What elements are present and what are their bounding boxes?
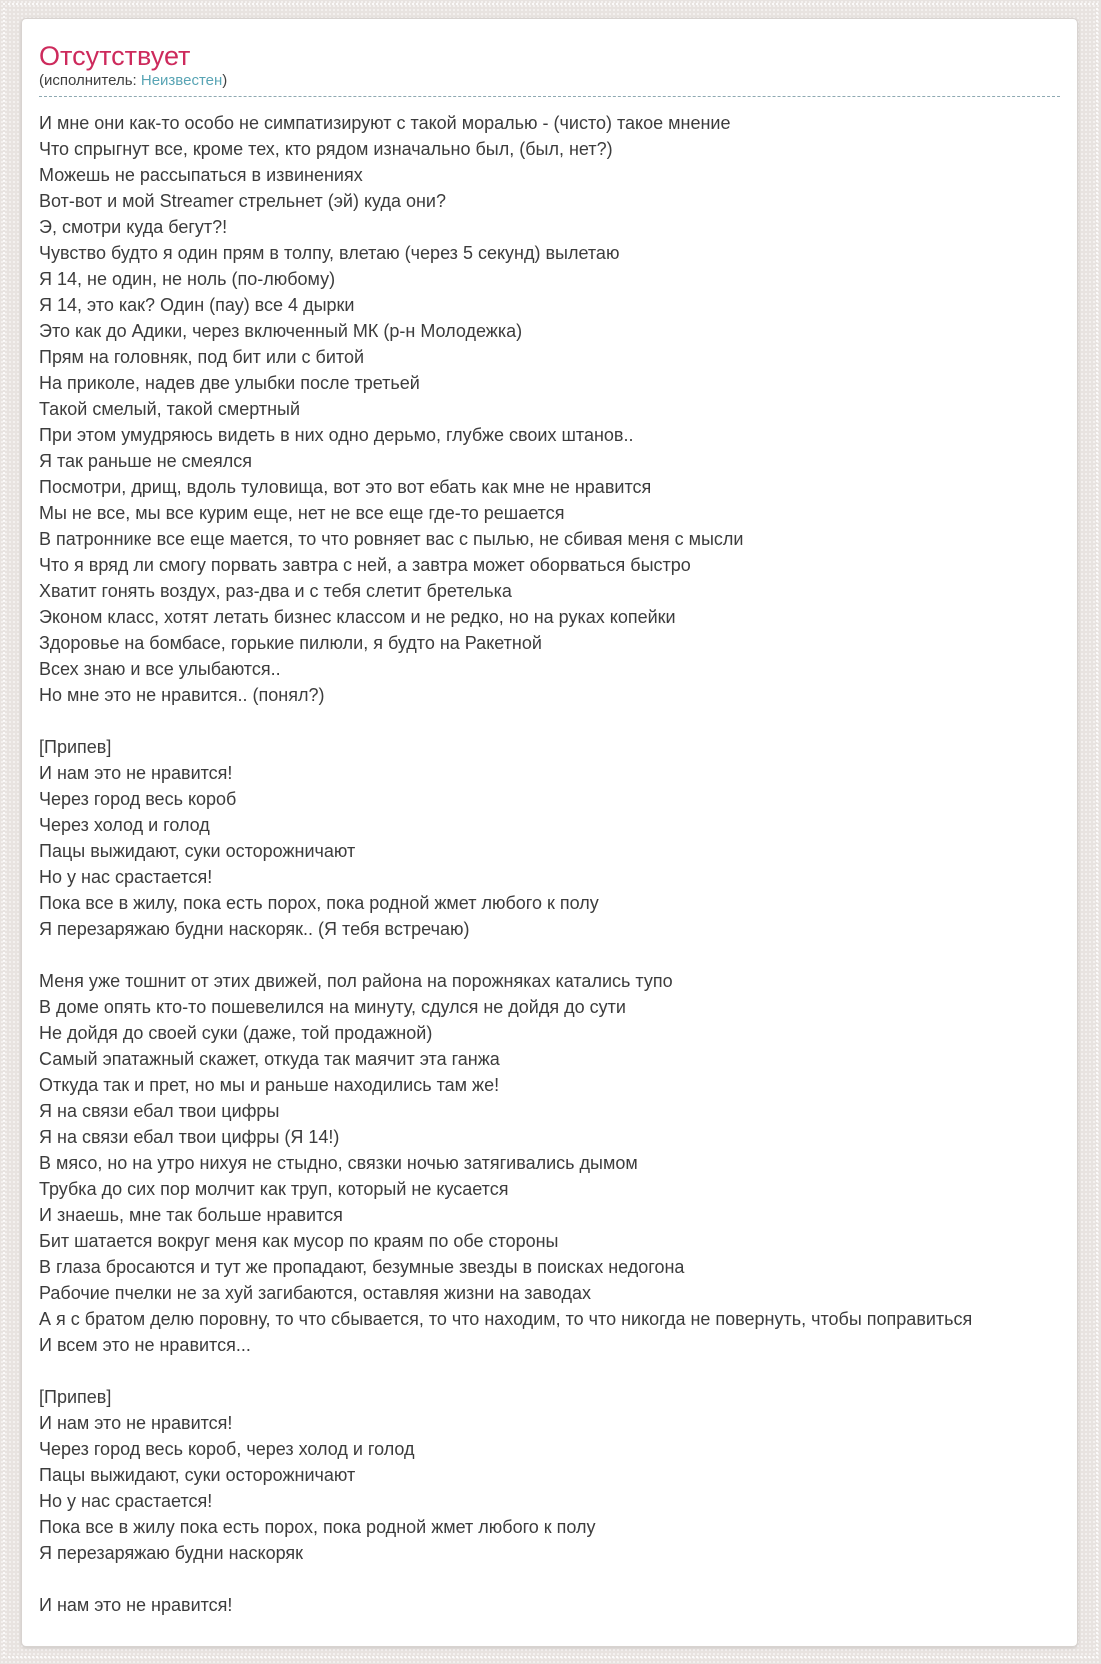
lyric-line: Я так раньше не смеялся: [39, 451, 253, 471]
lyric-line: [Припев]: [39, 1387, 112, 1407]
lyric-line: Я на связи ебал твои цифры (Я 14!): [39, 1127, 340, 1147]
lyric-line: И нам это не нравится!: [39, 1413, 233, 1433]
lyric-line: Чувство будто я один прям в толпу, влетаю (через 5 секунд) вылетаю: [39, 243, 620, 263]
lyric-line: Через холод и голод: [39, 815, 210, 835]
artist-label: (исполнитель:: [39, 72, 141, 89]
lyric-line: Пока все в жилу, пока есть порох, пока родной жмет любого к полу: [39, 893, 599, 913]
lyric-line: Всех знаю и все улыбаются..: [39, 659, 281, 679]
lyric-line: Но у нас срастается!: [39, 867, 213, 887]
lyric-line: И всем это не нравится...: [39, 1335, 251, 1355]
lyric-line: Пацы выжидают, суки осторожничают: [39, 841, 356, 861]
lyric-line: Я на связи ебал твои цифры: [39, 1101, 280, 1121]
stanza: [39, 110, 1060, 708]
stanza: [39, 1384, 1060, 1566]
lyric-line: Что я вряд ли смогу порвать завтра с ней, а завтра может оборваться быстро: [39, 555, 691, 575]
lyric-line: Хватит гонять воздух, раз-два и с тебя слетит бретелька: [39, 581, 512, 601]
stanza: [39, 1592, 1060, 1618]
lyric-line: Бит шатается вокруг меня как мусор по краям по обе стороны: [39, 1231, 559, 1251]
lyrics: [39, 110, 1060, 1618]
lyric-line: Прям на головняк, под бит или с битой: [39, 347, 365, 367]
lyric-line: И нам это не нравится!: [39, 1595, 233, 1615]
lyric-line: Такой смелый, такой смертный: [39, 399, 300, 419]
lyric-line: В глаза бросаются и тут же пропадают, безумные звезды в поисках недогона: [39, 1257, 685, 1277]
lyric-line: Но у нас срастается!: [39, 1491, 213, 1511]
lyric-line: Мы не все, мы все курим еще, нет не все еще где-то решается: [39, 503, 565, 523]
lyric-line: И нам это не нравится!: [39, 763, 233, 783]
lyric-line: Я 14, это как? Один (пау) все 4 дырки: [39, 295, 355, 315]
lyric-line: Пока все в жилу пока есть порох, пока родной жмет любого к полу: [39, 1517, 596, 1537]
lyric-line: Я перезаряжаю будни наскоряк.. (Я тебя встречаю): [39, 919, 470, 939]
lyric-line: Но мне это не нравится.. (понял?): [39, 685, 325, 705]
lyric-line: В мясо, но на утро нихуя не стыдно, связки ночью затягивались дымом: [39, 1153, 638, 1173]
lyric-line: [Припев]: [39, 737, 112, 757]
lyric-line: И мне они как-то особо не симпатизируют с такой моралью - (чисто) такое мнение: [39, 113, 731, 133]
lyric-line: В патроннике все еще мается, то что ровняет вас с пылью, не сбивая меня с мысли: [39, 529, 744, 549]
song-title: Отсутствует: [39, 41, 191, 71]
lyric-line: Можешь не рассыпаться в извинениях: [39, 165, 363, 185]
lyric-line: Э, смотри куда бегут?!: [39, 217, 228, 237]
lyric-line: Что спрыгнут все, кроме тех, кто рядом изначально был, (был, нет?): [39, 139, 613, 159]
lyric-line: И знаешь, мне так больше нравится: [39, 1205, 343, 1225]
song-header: [39, 43, 1060, 97]
lyric-line: Эконом класс, хотят летать бизнес классом и не редко, но на руках копейки: [39, 607, 676, 627]
artist-line: [39, 72, 1060, 89]
lyric-line: Не дойдя до своей суки (даже, той продажной): [39, 1023, 433, 1043]
lyric-line: Через город весь короб, через холод и голод: [39, 1439, 415, 1459]
lyric-line: Рабочие пчелки не за хуй загибаются, оставляя жизни на заводах: [39, 1283, 591, 1303]
lyric-line: А я с братом делю поровну, то что сбывается, то что находим, то что никогда не повернуть, чтобы поправиться: [39, 1309, 973, 1329]
lyric-line: При этом умудряюсь видеть в них одно дерьмо, глубже своих штанов..: [39, 425, 634, 445]
stanza: [39, 968, 1060, 1358]
lyric-line: Я 14, не один, не ноль (по-любому): [39, 269, 336, 289]
lyric-line: Самый эпатажный скажет, откуда так маячит эта ганжа: [39, 1049, 500, 1069]
lyric-line: На приколе, надев две улыбки после третьей: [39, 373, 420, 393]
lyric-line: Меня уже тошнит от этих движей, пол района на порожняках катались тупо: [39, 971, 673, 991]
lyric-line: Здоровье на бомбасе, горькие пилюли, я будто на Ракетной: [39, 633, 542, 653]
stanza: [39, 734, 1060, 942]
lyric-line: Вот-вот и мой Streamer стрельнет (эй) куда они?: [39, 191, 446, 211]
lyric-line: Я перезаряжаю будни наскоряк: [39, 1543, 304, 1563]
lyric-line: В доме опять кто-то пошевелился на минуту, сдулся не дойдя до сути: [39, 997, 626, 1017]
artist-suffix: ): [222, 72, 228, 89]
lyric-line: Откуда так и прет, но мы и раньше находились там же!: [39, 1075, 500, 1095]
lyric-line: Через город весь короб: [39, 789, 237, 809]
artist-link[interactable]: Неизвестен: [140, 72, 223, 89]
lyric-line: Посмотри, дрищ, вдоль туловища, вот это вот ебать как мне не нравится: [39, 477, 652, 497]
lyric-line: Пацы выжидают, суки осторожничают: [39, 1465, 356, 1485]
lyric-line: Трубка до сих пор молчит как труп, который не кусается: [39, 1179, 509, 1199]
lyric-line: Это как до Адики, через включенный МК (р-н Молодежка): [39, 321, 523, 341]
lyrics-card: [21, 18, 1078, 1647]
